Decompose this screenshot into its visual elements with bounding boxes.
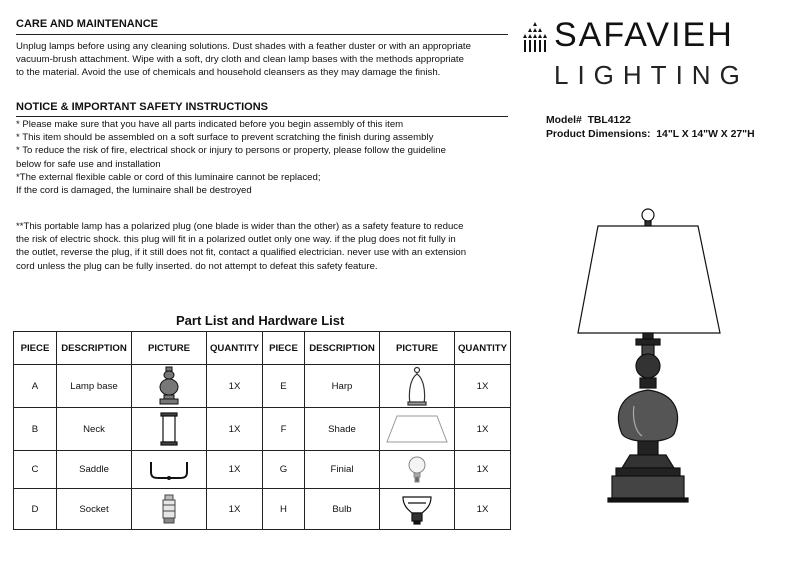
description-cell: Socket xyxy=(57,489,132,530)
table-row xyxy=(14,365,511,408)
model-number xyxy=(546,115,631,126)
piece-cell: F xyxy=(263,408,305,451)
quantity-cell: 1X xyxy=(207,365,263,408)
text-line: * To reduce the risk of fire, electrical shock or injury to persons or property, please follow the guideline xyxy=(16,145,446,157)
plug-notice xyxy=(16,220,512,273)
quantity-cell: 1X xyxy=(455,365,511,408)
text-line: the outlet, reverse the plug, if it still does not fit, contact a qualified electrician. never use with an extension xyxy=(16,247,467,259)
picture-cell xyxy=(380,451,455,489)
column-header: PIECE xyxy=(14,332,57,365)
notice-text xyxy=(16,118,512,197)
column-header: DESCRIPTION xyxy=(305,332,380,365)
harp-icon xyxy=(402,366,432,406)
shade-icon xyxy=(385,412,449,446)
text-line: Unplug lamps before using any cleaning solutions. Dust shades with a feather duster or with an appropriate xyxy=(16,41,471,52)
parts-table xyxy=(13,331,511,530)
brand-logo xyxy=(520,16,760,94)
column-header: DESCRIPTION xyxy=(57,332,132,365)
description-cell: Harp xyxy=(305,365,380,408)
table-row xyxy=(14,451,511,489)
care-title: CARE AND MAINTENANCE xyxy=(16,18,158,30)
model-label: Model# xyxy=(546,115,582,126)
text-line: * This item should be assembled on a soft surface to prevent scratching the finish during assembly xyxy=(16,132,434,144)
column-header: QUANTITY xyxy=(207,332,263,365)
picture-cell xyxy=(132,365,207,408)
description-cell: Finial xyxy=(305,451,380,489)
description-cell: Shade xyxy=(305,408,380,451)
saddle-icon xyxy=(147,458,191,482)
description-cell: Lamp base xyxy=(57,365,132,408)
text-line: * Please make sure that you have all parts indicated before you begin assembly of this item xyxy=(16,119,404,130)
neck-icon xyxy=(154,411,184,447)
picture-cell xyxy=(132,408,207,451)
text-line: cord unless the plug can be fully inserted. do not attempt to defeat this safety feature. xyxy=(16,260,378,272)
model-value: TBL4122 xyxy=(587,115,631,126)
product-dimensions xyxy=(546,129,755,140)
piece-cell: E xyxy=(263,365,305,408)
divider xyxy=(16,34,508,35)
table-row xyxy=(14,489,511,530)
piece-cell: C xyxy=(14,451,57,489)
dims-label: Product Dimensions: xyxy=(546,129,651,140)
column-header: PIECE xyxy=(263,332,305,365)
piece-cell: D xyxy=(14,489,57,530)
parts-table-title: Part List and Hardware List xyxy=(176,313,345,328)
brand-name: SAFAVIEH xyxy=(554,16,734,54)
table-row xyxy=(14,408,511,451)
lamp-base-icon xyxy=(154,366,184,406)
quantity-cell: 1X xyxy=(207,489,263,530)
picture-cell xyxy=(132,489,207,530)
quantity-cell: 1X xyxy=(207,408,263,451)
description-cell: Bulb xyxy=(305,489,380,530)
picture-cell xyxy=(380,408,455,451)
column-header: PICTURE xyxy=(132,332,207,365)
description-cell: Neck xyxy=(57,408,132,451)
text-line: **This portable lamp has a polarized plug (one blade is wider than the other) as a safety feature to reduce xyxy=(16,221,464,232)
bulb-icon xyxy=(400,493,434,525)
column-header: QUANTITY xyxy=(455,332,511,365)
picture-cell xyxy=(380,365,455,408)
text-line: vacuum-brush attachment. Wipe with a soft, dry cloth and clean lamp bases with the methods appropriate xyxy=(16,54,464,66)
text-line: *The external flexible cable or cord of this luminaire cannot be replaced; xyxy=(16,171,321,183)
divider xyxy=(16,116,508,117)
chandelier-icon xyxy=(520,22,550,56)
brand-sub: LIGHTING xyxy=(554,60,749,90)
column-header: PICTURE xyxy=(380,332,455,365)
text-line: to the material. Avoid the use of chemicals and household cleansers as they may damage the finish. xyxy=(16,67,441,79)
quantity-cell: 1X xyxy=(455,408,511,451)
piece-cell: A xyxy=(14,365,57,408)
description-cell: Saddle xyxy=(57,451,132,489)
text-line: the risk of electric shock. this plug will fit in a polarized outlet only one way. if the plug does not fit fully in xyxy=(16,234,456,246)
piece-cell: B xyxy=(14,408,57,451)
picture-cell xyxy=(380,489,455,530)
care-text xyxy=(16,40,512,80)
quantity-cell: 1X xyxy=(455,451,511,489)
quantity-cell: 1X xyxy=(455,489,511,530)
quantity-cell: 1X xyxy=(207,451,263,489)
notice-title: NOTICE & IMPORTANT SAFETY INSTRUCTIONS xyxy=(16,101,268,113)
picture-cell xyxy=(132,451,207,489)
piece-cell: G xyxy=(263,451,305,489)
dims-value: 14"L X 14"W X 27"H xyxy=(656,129,755,140)
text-line: If the cord is damaged, the luminaire shall be destroyed xyxy=(16,185,252,197)
piece-cell: H xyxy=(263,489,305,530)
lamp-illustration xyxy=(570,206,740,506)
text-line: below for safe use and installation xyxy=(16,158,161,170)
socket-icon xyxy=(159,493,179,525)
finial-icon xyxy=(405,455,429,485)
table-header-row xyxy=(14,332,511,365)
